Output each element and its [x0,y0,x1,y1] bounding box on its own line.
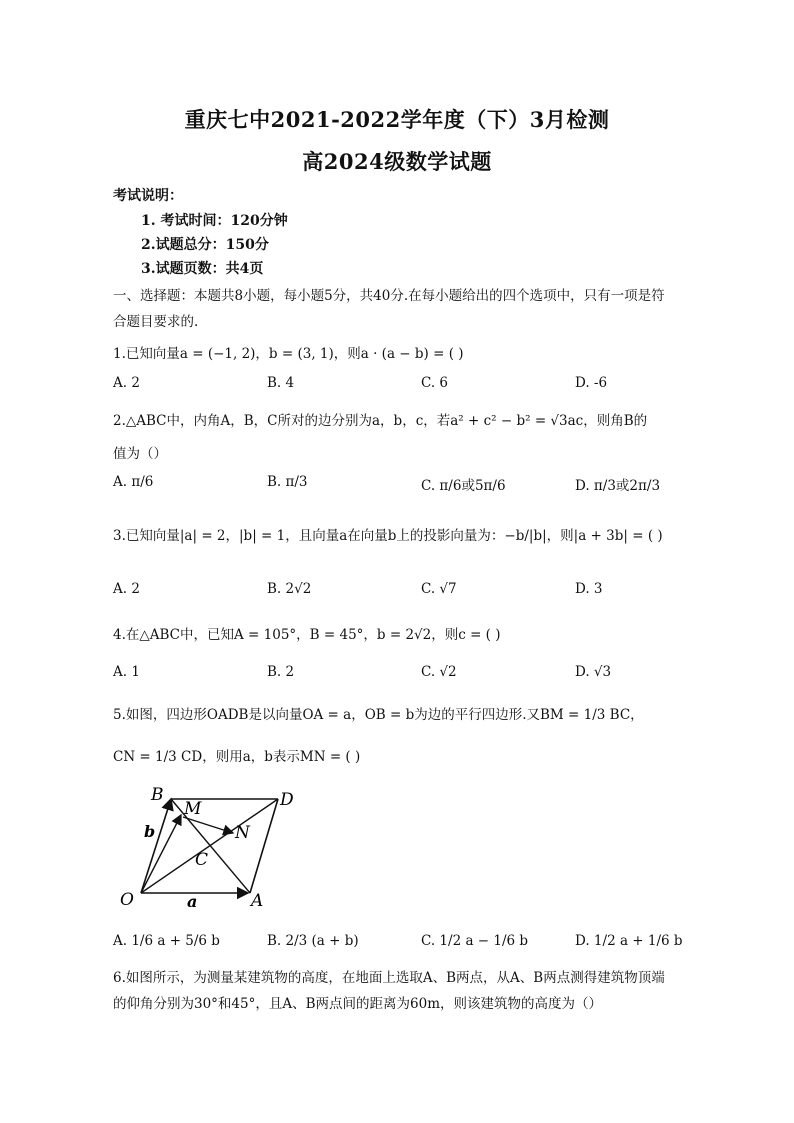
q2-option-c: C. π/6或5π/6 [421,478,506,494]
q1-option-a: A. 2 [113,375,140,391]
q3-option-b: B. 2√2 [267,581,312,597]
q2-option-a: A. π/6 [113,474,154,490]
q1-option-b: B. 4 [267,375,295,391]
question-6-stem: 6.如图所示，为测量某建筑物的高度，在地面上选取A、B两点，从A、B两点测得建筑物顶端 [113,970,665,986]
parallelogram-figure [113,780,313,912]
question-5-stem: 5.如图，四边形OADB是以向量OA = a，OB = b为边的平行四边形.又BM = 1/3 BC， [113,707,644,723]
label-d-point: D [280,790,294,810]
q5-option-a: A. 1/6 a + 5/6 b [113,933,220,949]
q5-option-b: B. 2/3 (a + b) [267,933,359,949]
q2-option-d: D. π/3或2π/3 [575,478,661,494]
vector-mn [183,817,233,833]
q3-option-c: C. √7 [421,581,457,597]
q4-option-a: A. 1 [113,664,140,680]
diagonal-od [141,799,278,893]
q4-option-c: C. √2 [421,664,457,680]
label-o-point: O [120,890,134,910]
label-b-point: B [151,785,164,805]
q4-option-b: B. 2 [267,664,295,680]
exam-title: 重庆七中2021-2022学年度（下）3月检测 [184,107,610,132]
label-m-point: M [184,799,202,819]
q3-option-d: D. 3 [575,581,603,597]
question-2-stem-cont: 值为（） [113,446,167,462]
question-5-stem-cont: CN = 1/3 CD，则用a，b表示MN = ( ) [113,749,361,765]
question-1-stem: 1.已知向量a = (−1, 2)，b = (3, 1)，则a · (a − b) = ( ) [113,346,464,362]
q2-option-b: B. π/3 [267,474,308,490]
question-4-stem: 4.在△ABC中，已知A = 105°，B = 45°，b = 2√2，则c = ( ) [113,627,501,643]
label-vector-b: b [144,822,156,841]
label-c-point: C [195,850,209,870]
q1-option-c: C. 6 [421,375,449,391]
question-2-stem: 2.△ABC中，内角A，B，C所对的边分别为a，b，c，若a² + c² − b² = √3ac，则角B的 [113,413,648,429]
q5-option-d: D. 1/2 a + 1/6 b [575,933,683,949]
section-instructions-cont: 合题目要求的. [113,314,199,330]
section-instructions: 一、选择题：本题共8小题，每小题5分，共40分.在每小题给出的四个选项中，只有一项是符 [113,288,665,304]
q4-option-d: D. √3 [575,664,612,680]
q5-option-c: C. 1/2 a − 1/6 b [421,933,529,949]
q1-option-d: D. -6 [575,375,608,391]
label-n-point: N [235,823,250,843]
q3-option-a: A. 2 [113,581,140,597]
question-3-stem: 3.已知向量|a| = 2，|b| = 1，且向量a在向量b上的投影向量为：−b/|b|，则|a + 3b| = ( ) [113,528,663,544]
question-6-stem-cont: 的仰角分别为30°和45°，且A、B两点间的距离为60m，则该建筑物的高度为（） [113,996,603,1012]
note-item: 3.试题页数：共4页 [141,261,264,277]
label-a-point: A [251,891,264,911]
vector-ob [141,799,171,893]
label-vector-a: a [187,892,198,911]
side-ad [250,799,278,893]
exam-subtitle: 高2024级数学试题 [302,149,492,174]
notes-heading: 考试说明： [113,188,183,204]
note-item: 1. 考试时间：120分钟 [141,213,288,229]
diagonal-ba [171,799,250,893]
note-item: 2.试题总分：150分 [141,237,269,253]
